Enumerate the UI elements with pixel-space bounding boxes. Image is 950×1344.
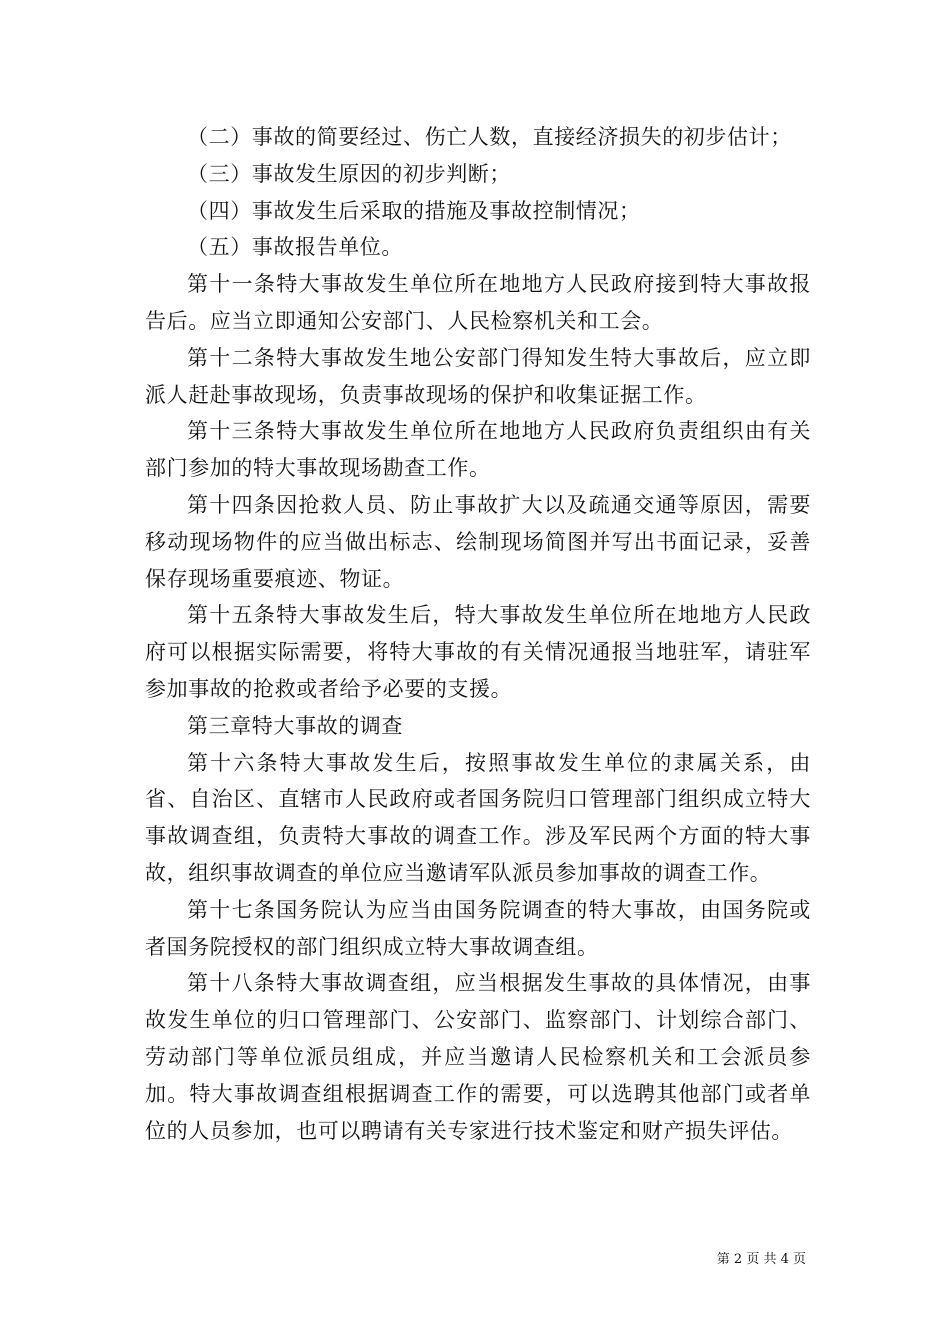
paragraph-article-13: 第十三条特大事故发生单位所在地地方人民政府负责组织由有关部门参加的特大事故现场勘查工作。 [145, 419, 811, 481]
paragraph-article-12: 第十二条特大事故发生地公安部门得知发生特大事故后，应立即派人赶赴事故现场，负责事故现场的保护和收集证据工作。 [145, 345, 811, 407]
paragraph-article-14: 第十四条因抢救人员、防止事故扩大以及疏通交通等原因，需要移动现场物件的应当做出标志、绘制现场简图并写出书面记录，妥善保存现场重要痕迹、物证。 [145, 492, 811, 591]
document-body [145, 119, 811, 1149]
paragraph-item-4: （四）事故发生后采取的措施及事故控制情况； [187, 198, 641, 223]
paragraph-article-17: 第十七条国务院认为应当由国务院调查的特大事故，由国务院或者国务院授权的部门组织成立特大事故调查组。 [145, 897, 811, 959]
paragraph-article-11: 第十一条特大事故发生单位所在地地方人民政府接到特大事故报告后。应当立即通知公安部门、人民检察机关和工会。 [145, 272, 811, 333]
paragraph-item-5: （五）事故报告单位。 [187, 235, 403, 260]
paragraph-item-2: （二）事故的简要经过、伤亡人数，直接经济损失的初步估计； [187, 125, 792, 149]
page-number-footer: 第 2 页 共 4 页 [716, 1252, 806, 1267]
paragraph-article-16: 第十六条特大事故发生后，按照事故发生单位的隶属关系，由省、自治区、直辖市人民政府或者国务院归口管理部门组织成立特大事故调查组，负责特大事故的调查工作。涉及军民两个方面的特大事故，组织事故调查的单位应当邀请军队派员参加事故的调查工作。 [145, 750, 811, 885]
paragraph-article-15: 第十五条特大事故发生后，特大事故发生单位所在地地方人民政府可以根据实际需要，将特大事故的有关情况通报当地驻军，请驻军参加事故的抢救或者给予必要的支援。 [145, 603, 811, 701]
paragraph-item-3: （三）事故发生原因的初步判断； [187, 161, 511, 186]
paragraph-article-18: 第十八条特大事故调查组，应当根据发生事故的具体情况，由事故发生单位的归口管理部门、公安部门、监察部门、计划综合部门、劳动部门等单位派员组成，并应当邀请人民检察机关和工会派员参加。特大事故调查组根据调查工作的需要，可以选聘其他部门或者单位的人员参加，也可以聘请有关专家进行技术鉴定和财产损失评估。 [145, 971, 811, 1143]
chapter-heading: 第三章特大事故的调查 [187, 713, 403, 738]
